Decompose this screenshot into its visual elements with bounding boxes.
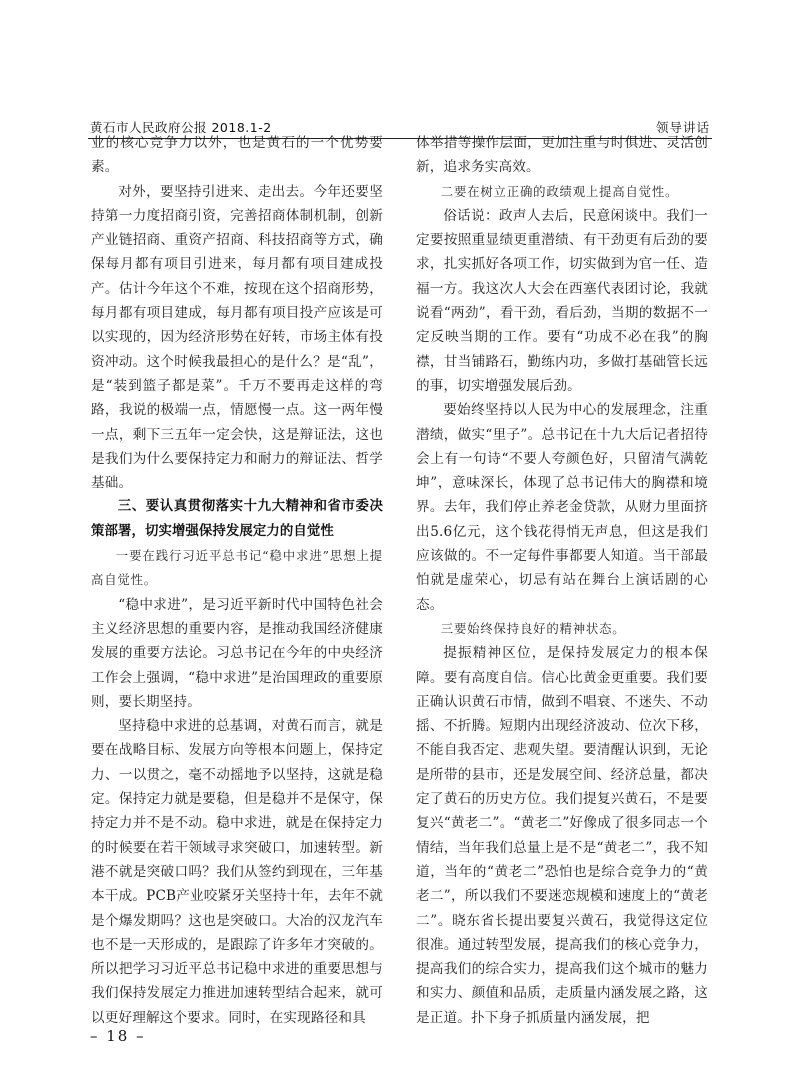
paragraph: 对外，要坚持引进来、走出去。今年还要坚持第一力度招商引资，完善招商体制机制，创新产业链招商、重资产招商、科技招商等方式，确保每月都有项目引进来，每月都有项目建成投产。估计今年这个不难，按现在这个招商形势，每月都有项目建成，每月都有项目投产应该是可以实现的，因为经济形势在好转，市场主体有投资冲动。这个时候我最担心的是什么？是“乱”，是“装到篮子都是菜”。千万不要再走这样的弯路，我说的极端一点，情愿慢一点。这一两年慢一点，剩下三五年一定会快，这是辩证法，这也是我们为什么要保持定力和耐力的辩证法、哲学基础。: [91, 183, 383, 492]
paragraph: 坚持稳中求进的总基调，对黄石而言，就是要在战略目标、发展方向等根本问题上，保持定力、一以贯之，毫不动摇地予以坚持，这就是稳定。保持定力就是要稳，但是稳并不是保守，保持定力并不是不动。稳中求进，就是在保持定力的时候要在若干领域寻求突破口，加速转型。新港不就是突破口吗？我们从签约到现在，三年基本干成。PCB产业咬紧牙关坚持十年，去年不就是个爆发期吗？这也是突破口。大冶的汉龙汽车也不是一天形成的，是跟踪了许多年才突破的。所以把学习习近平总书记稳中求进的重要思想与我们保持发展定力推进加速转型结合起来，就可以更好理解这个要求。同时，在实现路径和具: [91, 718, 383, 1026]
page-number: – 18 –: [90, 1027, 146, 1045]
paragraph: 体举措等操作层面，更加注重与时俱进、灵活创新，追求务实高效。: [416, 135, 708, 176]
paragraph: 业的核心竞争力以外，也是黄石的一个优势要素。: [91, 135, 383, 176]
section-heading: 三、要认真贯彻落实十九大精神和省市委决策部署，切实增强保持发展定力的自觉性: [91, 499, 383, 539]
subheading: 一要在践行习近平总书记“稳中求进”思想上提高自觉性。: [91, 548, 383, 588]
left-column: [91, 131, 383, 1030]
paragraph: 提振精神区位，是保持发展定力的根本保障。要有高度自信。信心比黄金更重要。我们要正确认识黄石市情，做到不唱衰、不迷失、不动摇、不折腾。短期内出现经济波动、位次下移，不能自我否定、悲观失望。要清醒认识到，无论是所带的县市，还是发展空间、经济总量，都决定了黄石的历史方位。我们提复兴黄石，不是要复兴“黄老二”。“黄老二”好像成了很多同志一个情结，当年我们总量上是不是“黄老二”，我不知道，当年的“黄老二”恐怕也是综合竞争力的“黄老二”，所以我们不要迷恋规模和速度上的“黄老二”。晓东省长提出要复兴黄石，我觉得这定位很准。通过转型发展，提高我们的核心竞争力，提高我们的综合实力，提高我们这个城市的魅力和实力、颜值和品质，走质量内涵发展之路，这是正道。扑下身子抓质量内涵发展，把: [416, 645, 708, 1026]
subheading: 二要在树立正确的政绩观上提高自觉性。: [440, 183, 679, 199]
right-column: [416, 131, 708, 1030]
section-label: 领导讲话: [655, 120, 710, 135]
subheading: 三要始终保持良好的精神状态。: [440, 620, 626, 636]
publication-title: 黄石市人民政府公报 2018.1-2: [90, 120, 272, 135]
paragraph: 俗话说：政声人去后，民意闲谈中。我们一定要按照重显绩更重潜绩、有干劲更有后劲的要求，扎实抓好各项工作，切实做到为官一任、造福一方。我这次人大会在西塞代表团讨论，我就说看“两劲”，看干劲，看后劲，当期的数据不一定反映当期的工作。要有“功成不必在我”的胸襟，甘当铺路石，勤练内功，多做打基础管长远的事，切实增强发展后劲。: [416, 207, 708, 394]
paragraph: “稳中求进”，是习近平新时代中国特色社会主义经济思想的重要内容，是推动我国经济健康发展的重要方法论。习总书记在今年的中央经济工作会上强调，“稳中求进”是治国理政的重要原则，要长期坚持。: [91, 596, 383, 710]
paragraph: 要始终坚持以人民为中心的发展理念，注重潜绩，做实“里子”。总书记在十九大后记者招待会上有一句诗“不要人夸颜色好，只留清气满乾坤”，意味深长，体现了总书记伟大的胸襟和境界。去年，我们停止养老金贷款，从财力里面挤出5.6亿元，这个钱花得悄无声息，但这是我们应该做的。不一定每件事都要人知道。当干部最怕就是虚荣心，切忌有站在舞台上演话剧的心态。: [416, 402, 708, 613]
